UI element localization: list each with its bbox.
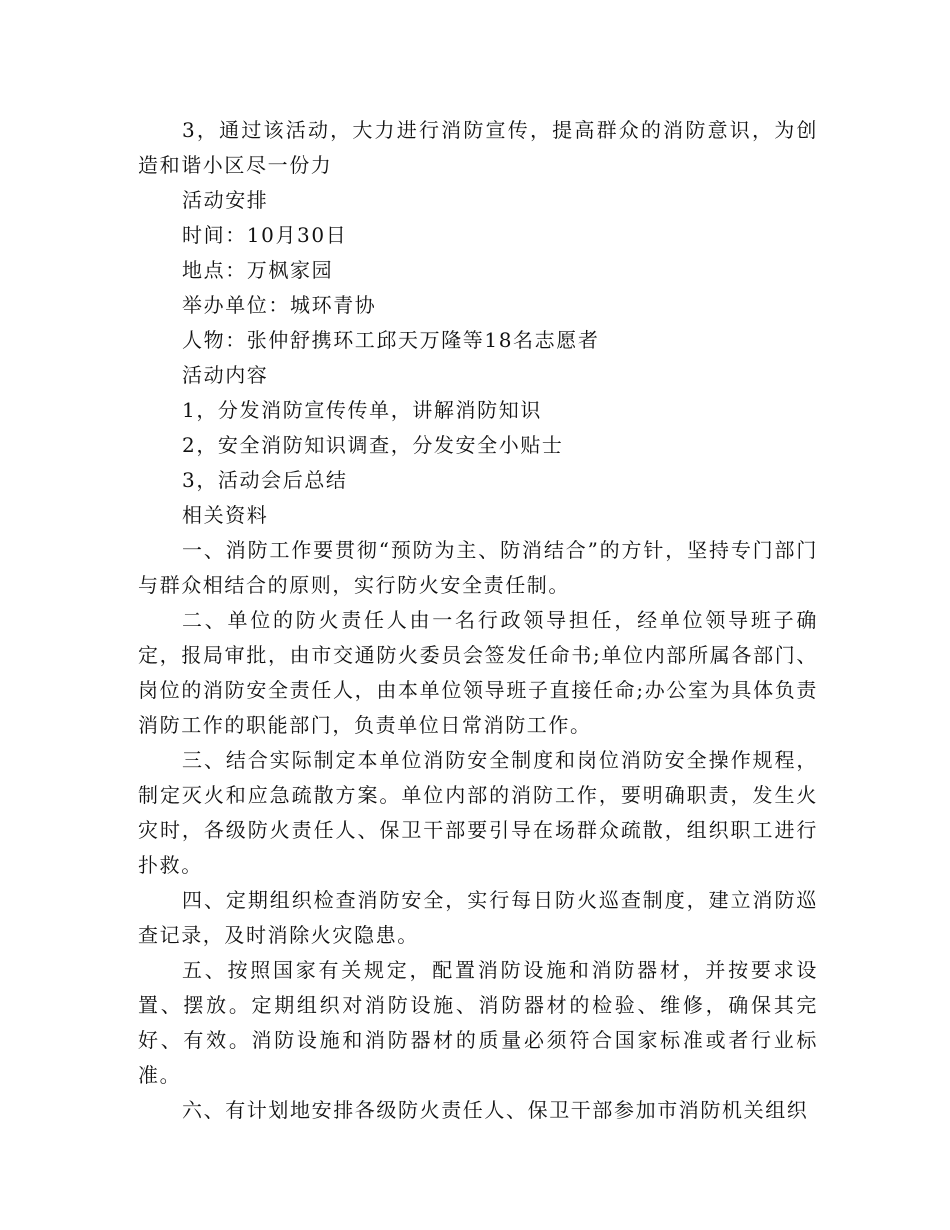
paragraph-rule-6: 六、有计划地安排各级防火责任人、保卫干部参加市消防机关组织 [182, 1098, 809, 1122]
paragraph-content-1: 1，分发消防宣传传单，讲解消防知识 [182, 398, 542, 422]
paragraph-content-2: 2，安全消防知识调查，分发安全小贴士 [182, 433, 564, 457]
paragraph-organizer: 举办单位：城环青协 [182, 293, 377, 317]
paragraph-participants: 人物：张仲舒携环工邱天万隆等18名志愿者 [182, 328, 600, 352]
paragraph-location: 地点：万枫家园 [182, 258, 334, 282]
document-body [138, 113, 818, 1128]
paragraph-content-3: 3，活动会后总结 [182, 468, 348, 492]
paragraph-rule-5: 五、按照国家有关规定，配置消防设施和消防器材，并按要求设置、摆放。定期组织对消防设施、消防器材的检验、维修，确保其完好、有效。消防设施和消防器材的质量必须符合国家标准或者行业标准。 [138, 958, 818, 1087]
paragraph-goal-3: 3，通过该活动，大力进行消防宣传，提高群众的消防意识，为创造和谐小区尽一份力 [138, 118, 818, 177]
paragraph-rule-3: 三、结合实际制定本单位消防安全制度和岗位消防安全操作规程，制定灭火和应急疏散方案。单位内部的消防工作，要明确职责，发生火灾时，各级防火责任人、保卫干部要引导在场群众疏散，组织职工进行扑救。 [138, 748, 818, 877]
heading-activity-content: 活动内容 [182, 363, 269, 387]
paragraph-rule-2: 二、单位的防火责任人由一名行政领导担任，经单位领导班子确定，报局审批，由市交通防火委员会签发任命书;单位内部所属各部门、岗位的消防安全责任人，由本单位领导班子直接任命;办公室为具体负责消防工作的职能部门，负责单位日常消防工作。 [138, 608, 818, 737]
paragraph-time: 时间：10月30日 [182, 223, 348, 247]
heading-activity-arrangement: 活动安排 [182, 188, 269, 212]
paragraph-rule-4: 四、定期组织检查消防安全，实行每日防火巡查制度，建立消防巡查记录，及时消除火灾隐患。 [138, 888, 818, 947]
heading-related-materials: 相关资料 [182, 503, 269, 527]
paragraph-rule-1: 一、消防工作要贯彻“预防为主、防消结合”的方针，坚持专门部门与群众相结合的原则，实行防火安全责任制。 [138, 538, 818, 597]
